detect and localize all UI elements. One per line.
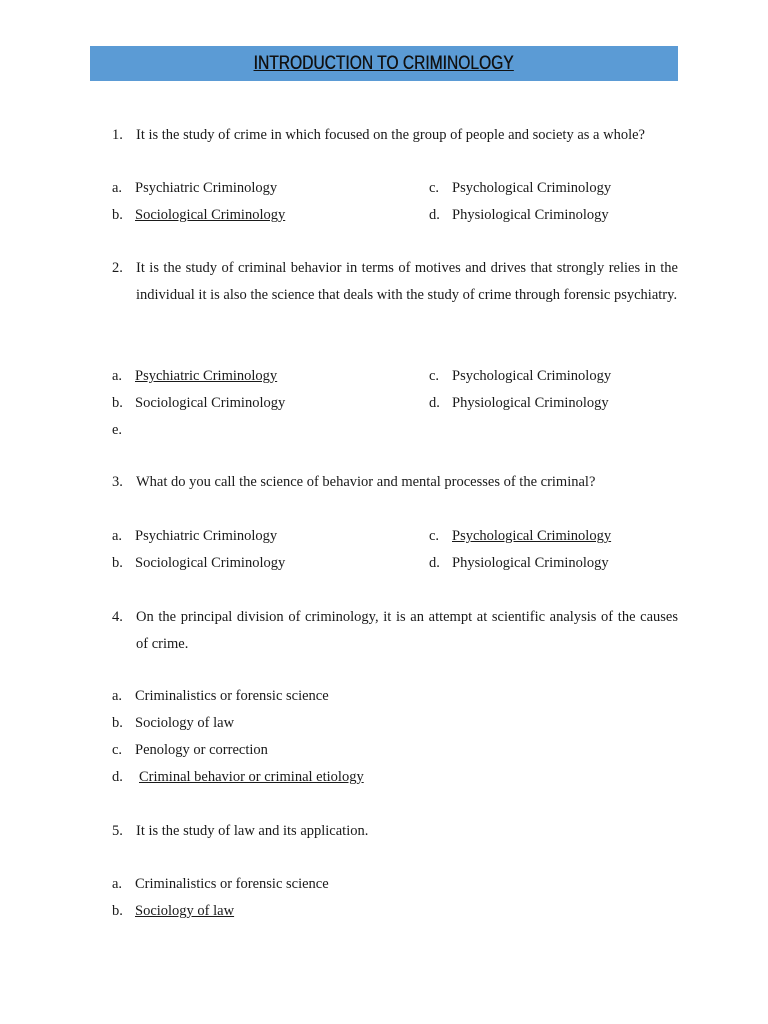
- option-letter: d.: [429, 555, 440, 571]
- option-text: Sociological Criminology: [135, 555, 286, 571]
- question-4: [112, 604, 678, 658]
- option-3b: [112, 550, 285, 577]
- option-5b: [112, 898, 234, 925]
- option-2e: [112, 417, 135, 444]
- option-3d: [429, 550, 609, 577]
- option-letter: a.: [112, 528, 123, 544]
- option-letter: b.: [112, 715, 123, 731]
- option-letter: d.: [112, 769, 123, 785]
- option-letter: b.: [112, 207, 123, 223]
- question-text: What do you call the science of behavior and mental processes of the criminal?: [136, 474, 596, 490]
- option-text: Physiological Criminology: [452, 395, 609, 411]
- option-text: Psychological Criminology: [452, 368, 612, 384]
- option-letter: a.: [112, 876, 123, 892]
- option-text: Sociological Criminology: [135, 395, 286, 411]
- option-text: Sociology of law: [135, 715, 235, 731]
- option-text: Physiological Criminology: [452, 207, 609, 223]
- option-letter: a.: [112, 688, 123, 704]
- option-1d: [429, 202, 609, 229]
- question-number: 3.: [112, 474, 123, 490]
- option-text: Physiological Criminology: [452, 555, 609, 571]
- option-3c: [429, 523, 611, 550]
- option-text: Criminalistics or forensic science: [135, 876, 329, 892]
- option-text: Criminalistics or forensic science: [135, 688, 329, 704]
- option-text-answer: Criminal behavior or criminal etiology: [139, 769, 364, 785]
- option-text: Psychological Criminology: [452, 180, 612, 196]
- question-2: [112, 255, 678, 309]
- title-banner: [90, 46, 678, 81]
- option-letter: d.: [429, 207, 440, 223]
- option-letter: b.: [112, 395, 123, 411]
- question-number: 2.: [112, 260, 123, 276]
- question-3: [112, 469, 678, 496]
- option-5a: [112, 871, 329, 898]
- question-5: [112, 818, 678, 845]
- option-letter: a.: [112, 180, 123, 196]
- option-letter: c.: [429, 368, 440, 384]
- question-number: 1.: [112, 127, 123, 143]
- option-letter: e.: [112, 422, 123, 438]
- option-2b: [112, 390, 285, 417]
- option-letter: b.: [112, 903, 123, 919]
- question-text: It is the study of crime in which focused on the group of people and society as a whole?: [136, 127, 645, 143]
- question-text: On the principal division of criminology, it is an attempt at scientific analysis of the causes of crime.: [136, 609, 678, 652]
- question-text: It is the study of criminal behavior in terms of motives and drives that strongly relies in the individual it is also the science that deals with the study of crime through forensic psychiatry.: [136, 260, 678, 303]
- option-4b: [112, 710, 234, 737]
- option-letter: c.: [112, 742, 123, 758]
- option-letter: d.: [429, 395, 440, 411]
- question-number: 4.: [112, 609, 123, 625]
- option-letter: c.: [429, 180, 440, 196]
- option-2a: [112, 363, 277, 390]
- page-title: INTRODUCTION TO CRIMINOLOGY: [254, 53, 514, 74]
- option-4d: [112, 764, 364, 791]
- option-text-answer: Sociological Criminology: [135, 207, 286, 223]
- option-4c: [112, 737, 268, 764]
- option-3a: [112, 523, 277, 550]
- option-2d: [429, 390, 609, 417]
- option-4a: [112, 683, 329, 710]
- option-letter: a.: [112, 368, 123, 384]
- option-text-answer: Psychological Criminology: [452, 528, 612, 544]
- option-letter: c.: [429, 528, 440, 544]
- option-text-answer: Sociology of law: [135, 903, 235, 919]
- question-1: [112, 122, 678, 149]
- question-number: 5.: [112, 823, 123, 839]
- option-1c: [429, 175, 611, 202]
- option-letter: b.: [112, 555, 123, 571]
- option-2c: [429, 363, 611, 390]
- question-text: It is the study of law and its application.: [136, 823, 369, 839]
- option-1a: [112, 175, 277, 202]
- option-text-answer: Psychiatric Criminology: [135, 368, 278, 384]
- option-1b: [112, 202, 285, 229]
- option-text: Psychiatric Criminology: [135, 528, 278, 544]
- option-text: Penology or correction: [135, 742, 268, 758]
- option-text: Psychiatric Criminology: [135, 180, 278, 196]
